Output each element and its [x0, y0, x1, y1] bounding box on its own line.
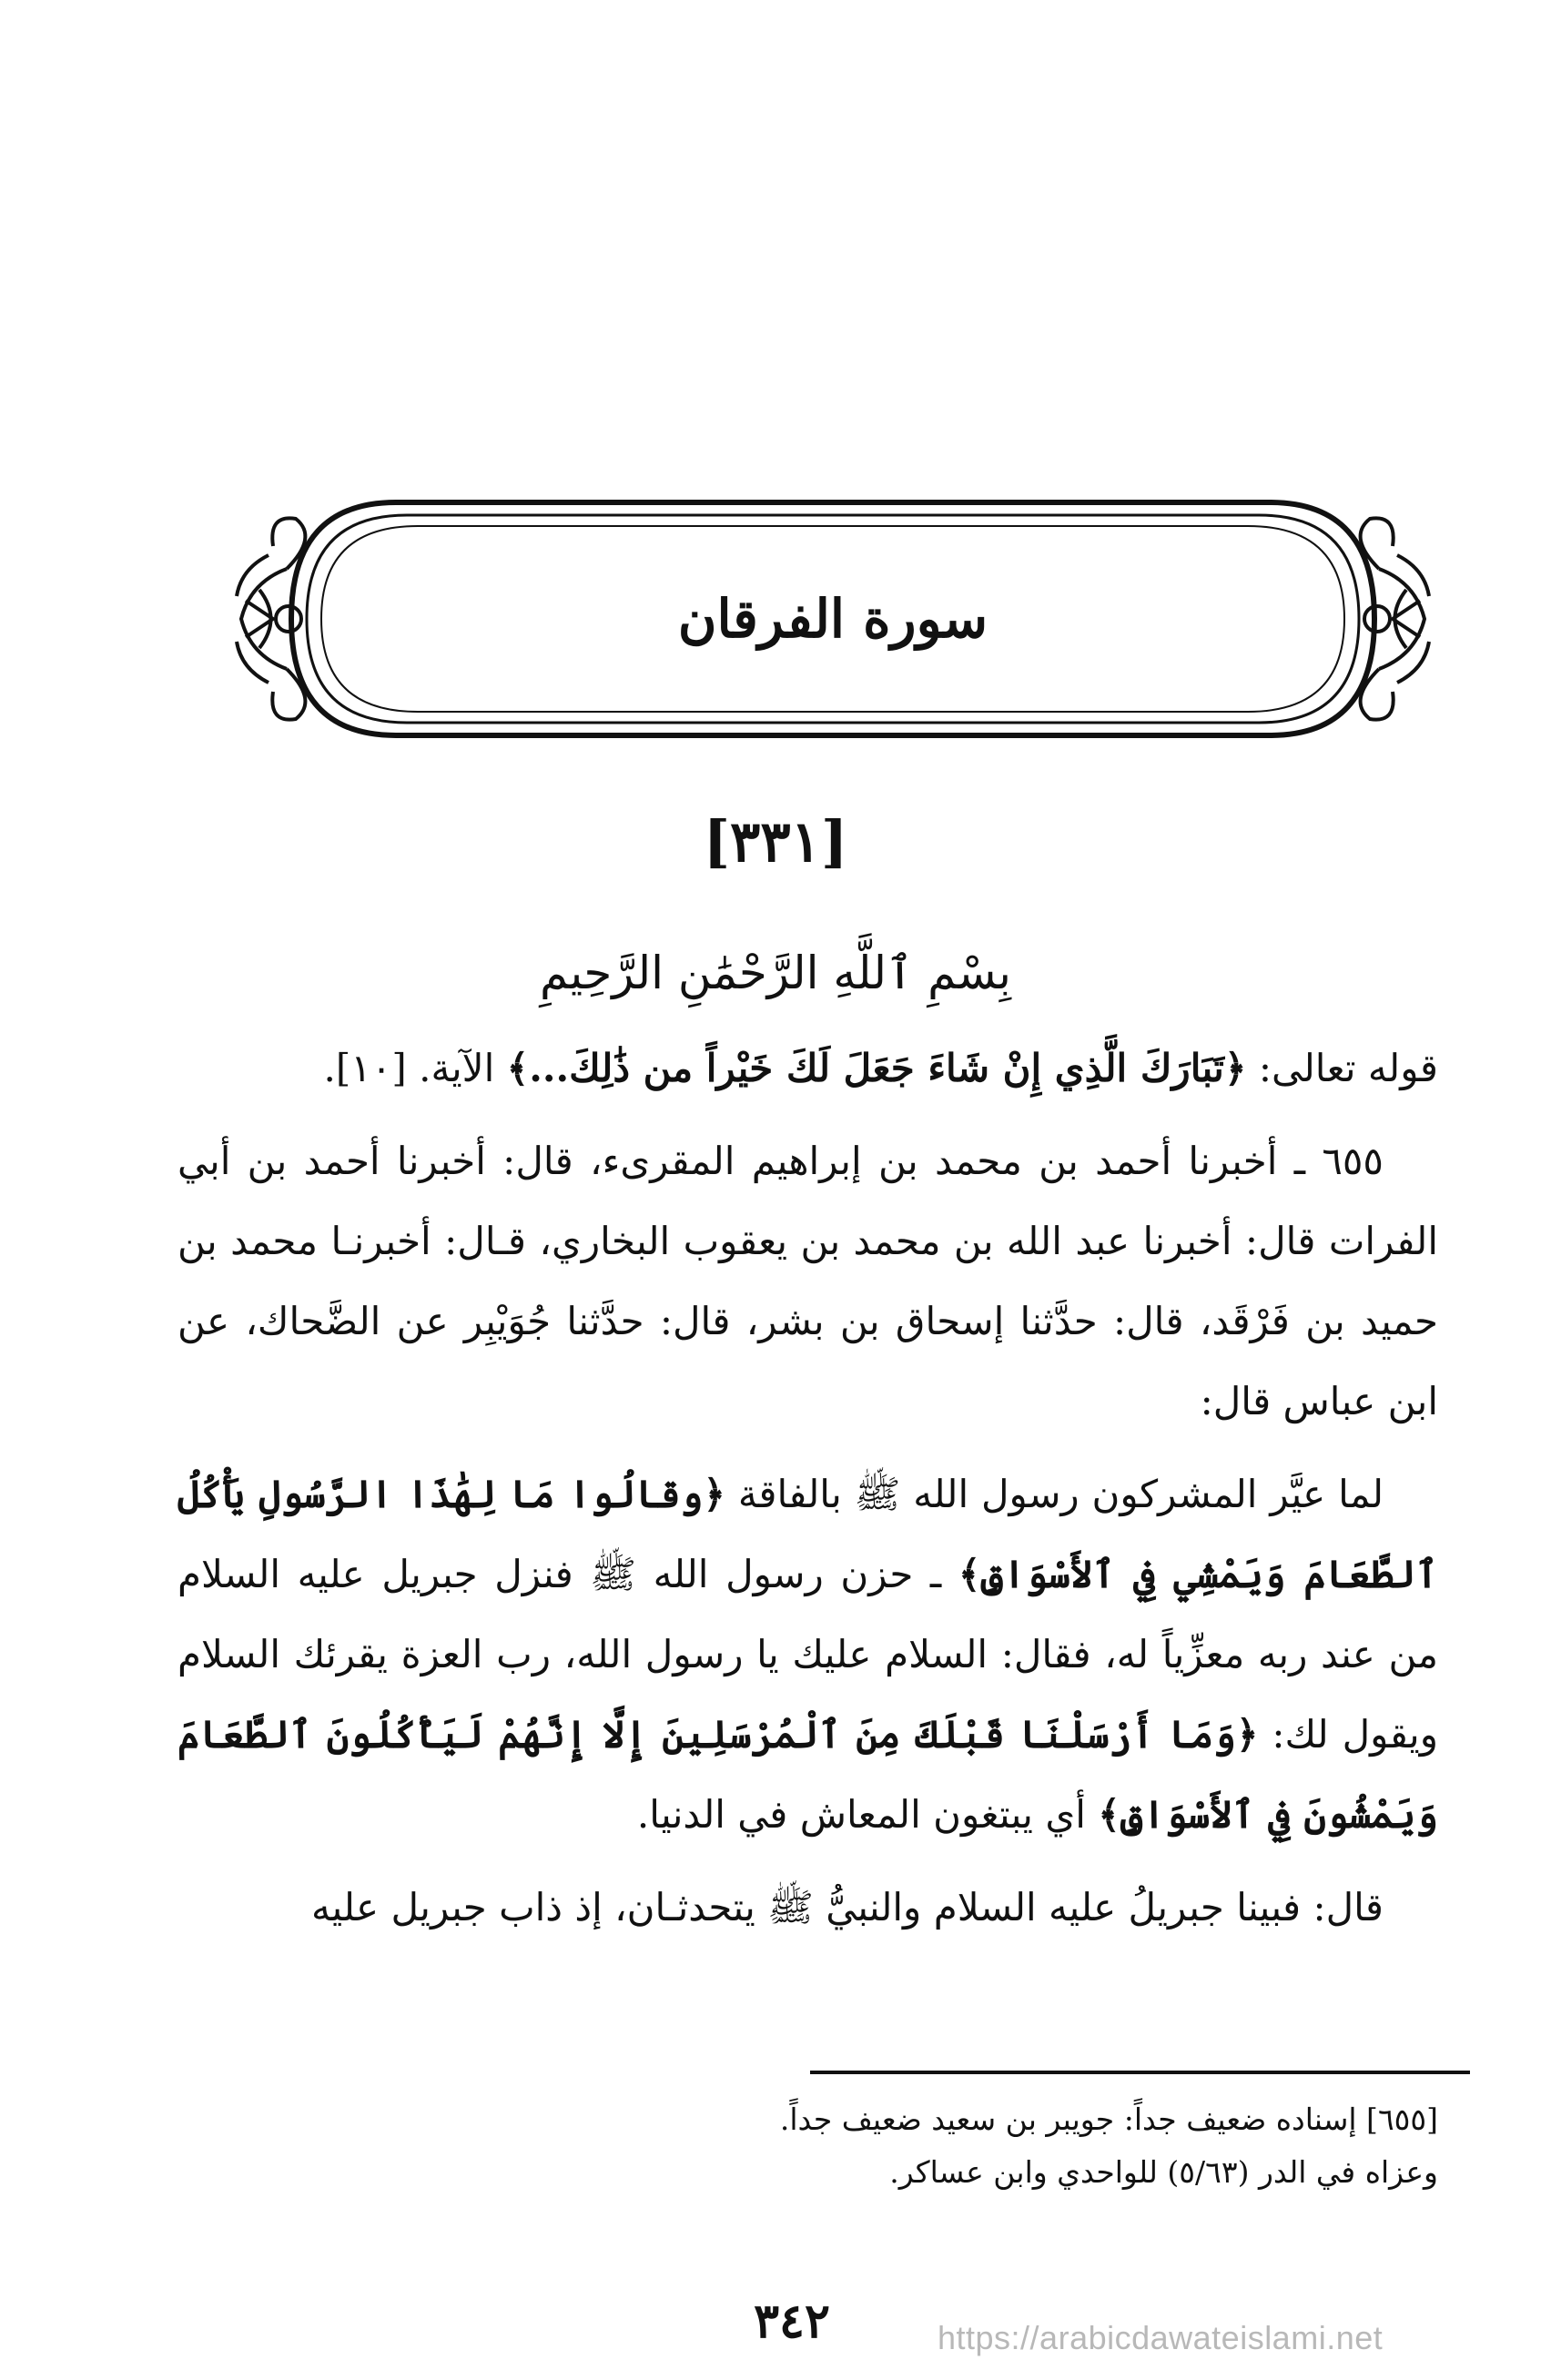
footnotes: [637, 2093, 1438, 2199]
quran-verse: ﴿وقالُوا مَا لِهَٰذَا الرَّسُولِ يَأْكُلُ ٱلطَّعَامَ وَيَمْشِي فِي ٱلأَسْوَاقِ﴾: [177, 1472, 1438, 1596]
page-number: ٣٤٢: [754, 2294, 830, 2349]
surah-title: سورة الفرقان: [677, 588, 988, 650]
basmala: بِسْمِ ٱللَّهِ الرَّحْمَٰنِ الرَّحِيمِ: [540, 947, 1011, 999]
narration-text: لما عيَّر المشركون رسول الله ﷺ بالفاقة: [737, 1472, 1384, 1516]
section-number: [٣٣١]: [703, 808, 848, 875]
quran-verse: ﴿وَمَا أَرْسَلْنَا قَبْلَكَ مِنَ ٱلْمُرْسَلِينَ إِلَّا إِنَّهُمْ لَيَأْكُلُونَ ٱلطَّعَامَ وَيَمْشُونَ فِي ٱلأَسْوَاقِ﴾: [177, 1712, 1438, 1837]
continuation: قال: فبينا جبريلُ عليه السلام والنبيُّ ﷺ يتحدثـان، إذ ذاب جبريل عليه: [310, 1885, 1384, 1929]
main-text: [177, 1028, 1438, 1960]
narration-text: ـ حزن رسول الله ﷺ فنزل جبريل عليه السلام من عند ربه معزِّياً له، فقال: السلام عليك يا رسول الله، رب العزة يقرئك السلام ويقول لك:: [177, 1552, 1439, 1757]
footnote-line: [٦٥٥] إسناده ضعيف جداً: جويبر بن سعيد ضعيف جداً.: [779, 2101, 1438, 2137]
footnote-divider: [810, 2071, 1470, 2074]
footnote-line: وعزاه في الدر (٥/٦٣) للواحدي وابن عساكر.: [889, 2154, 1438, 2190]
narration-text: أي يبتغون المعاش في الدنيا.: [636, 1792, 1086, 1837]
surah-title-frame: [232, 482, 1434, 755]
verse-intro-lead: قوله تعالى:: [1258, 1046, 1438, 1090]
watermark: https://arabicdawateislami.net: [938, 2319, 1384, 2356]
hadith-chain: ٦٥٥ ـ أخبرنا أحمد بن محمد بن إبراهيم المقرىء، قال: أخبرنا أحمد بن أبي الفرات قال: أخبرنا عبد الله بن محمد بن يعقوب البخاري، قـال: أخبرنـا محمد بن حميد بن فَرْقَد، قال: حدَّثنا إسحاق بن بشر، قال: حدَّثنا جُوَيْبِر عن الضَّحاك، عن ابن عباس قال:: [177, 1139, 1438, 1423]
quran-verse: ﴿تَبَارَكَ الَّذِي إِنْ شَاءَ جَعَلَ لَكَ خَيْراً من ذَٰلِكَ...﴾: [506, 1046, 1247, 1090]
verse-intro-tail: الآية. [١٠].: [323, 1046, 495, 1090]
verse-intro: [177, 1028, 1438, 1109]
narration: [177, 1454, 1438, 1855]
